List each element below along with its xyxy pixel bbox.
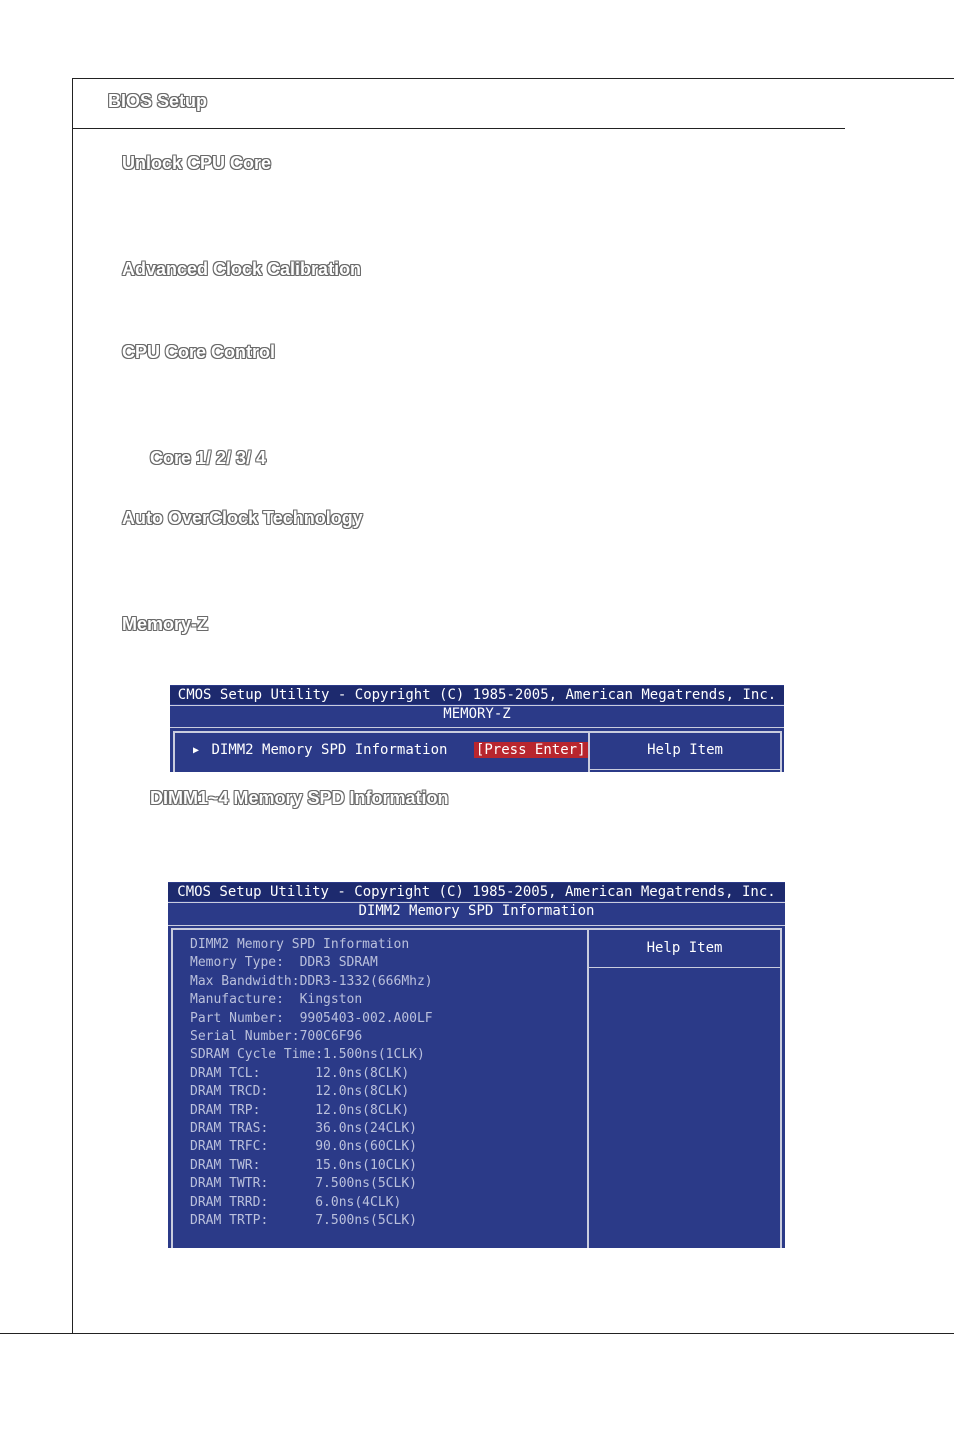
heading-cpu-core-control: CPU Core Control [122,342,275,362]
heading-unlock-cpu-core: Unlock CPU Core [122,153,272,173]
spd-info-line: Part Number: 9905403-002.A00LF [190,1010,433,1026]
spd-info-line: SDRAM Cycle Time:1.500ns(1CLK) [190,1047,425,1063]
bios-help-panel [587,928,782,1248]
bios-screen-dimm2-spd [168,882,785,1248]
menu-item-label: DIMM2 Memory SPD Information [211,742,448,758]
spd-info-line: DRAM TRAS: 36.0ns(24CLK) [190,1121,417,1136]
spd-info-line: DIMM2 Memory SPD Information [190,937,410,952]
spd-info-line: Serial Number:700C6F96 [190,1029,363,1044]
bios-main-panel [173,731,590,772]
press-enter-value[interactable]: [Press Enter] [475,742,586,758]
spd-info-line: Max Bandwidth:DDR3-1332(666Mhz) [190,973,433,989]
spd-info-line: DRAM TWR: 15.0ns(10CLK) [190,1157,417,1173]
spd-info-line: DRAM TRP: 12.0ns(8CLK) [190,1102,410,1118]
spd-info-line: DRAM TCL: 12.0ns(8CLK) [190,1065,410,1081]
heading-core-1234: Core 1/ 2/ 3/ 4 [150,448,267,468]
bios-copyright-bar: CMOS Setup Utility - Copyright (C) 1985-2005, American Megatrends, Inc. [170,686,784,704]
submenu-arrow-icon: ▶ [193,745,200,756]
bios-copyright-bar: CMOS Setup Utility - Copyright (C) 1985-2005, American Megatrends, Inc. [168,883,785,901]
help-item-title: Help Item [647,742,723,758]
help-item-title: Help Item [646,940,723,956]
bios-screen-title: DIMM2 Memory SPD Information [358,903,595,919]
heading-advanced-clock-calibration: Advanced Clock Calibration [122,259,362,279]
left-margin-rule [72,78,73,1334]
bios-help-panel [588,731,782,772]
top-rule [72,78,954,79]
spd-info-line: Manufacture: Kingston [190,992,363,1008]
spd-info-line: Memory Type: DDR3 SDRAM [190,955,378,971]
bottom-rule [0,1333,954,1334]
heading-dimm-spd-info: DIMM1~4 Memory SPD Information [150,788,449,808]
page-header-title: BIOS Setup [108,91,208,111]
menu-item-dimm2-spd[interactable] [193,741,588,760]
header-rule [72,128,845,129]
spd-info-line: DRAM TRTP: 7.500ns(5CLK) [190,1213,417,1228]
heading-auto-overclock: Auto OverClock Technology [122,508,363,528]
spd-info-line: DRAM TRCD: 12.0ns(8CLK) [190,1084,410,1100]
spd-info-line: DRAM TRFC: 90.0ns(60CLK) [190,1139,417,1155]
bios-screen-memory-z [170,685,784,772]
heading-memory-z: Memory-Z [122,614,209,634]
bios-main-panel [171,928,589,1248]
spd-info-line: DRAM TRRD: 6.0ns(4CLK) [190,1194,402,1210]
spd-info-line: DRAM TWTR: 7.500ns(5CLK) [190,1176,417,1192]
bios-screen-title: MEMORY-Z [443,706,511,722]
